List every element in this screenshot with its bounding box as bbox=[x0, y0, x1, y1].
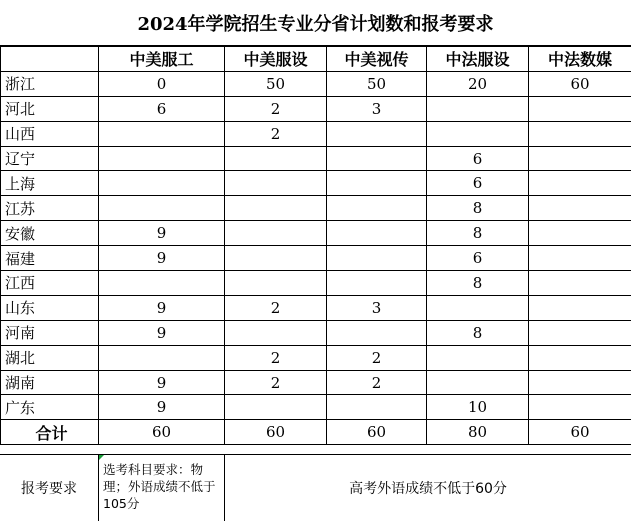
quota-cell bbox=[327, 271, 427, 296]
total-cell: 80 bbox=[427, 420, 529, 445]
quota-cell: 9 bbox=[99, 320, 225, 345]
quota-cell bbox=[225, 246, 327, 271]
quota-cell: 50 bbox=[327, 71, 427, 96]
total-cell: 60 bbox=[225, 420, 327, 445]
province-cell: 江苏 bbox=[1, 196, 99, 221]
quota-cell: 2 bbox=[225, 295, 327, 320]
requirements-cell-1 bbox=[99, 455, 225, 521]
header-major: 中法数媒 bbox=[529, 47, 631, 72]
quota-cell bbox=[99, 121, 225, 146]
quota-cell bbox=[225, 196, 327, 221]
requirements-cell-2: 高考外语成绩不低于60分 bbox=[225, 455, 631, 521]
quota-cell: 2 bbox=[225, 121, 327, 146]
province-cell: 江西 bbox=[1, 271, 99, 296]
province-cell: 安徽 bbox=[1, 221, 99, 246]
quota-cell bbox=[529, 146, 631, 171]
header-row bbox=[1, 47, 631, 72]
quota-cell: 0 bbox=[99, 71, 225, 96]
table-row bbox=[1, 345, 631, 370]
quota-cell: 3 bbox=[327, 96, 427, 121]
total-cell: 60 bbox=[327, 420, 427, 445]
header-major: 中美服设 bbox=[225, 47, 327, 72]
quota-cell bbox=[529, 370, 631, 395]
quota-cell: 9 bbox=[99, 295, 225, 320]
quota-cell: 10 bbox=[427, 395, 529, 420]
quota-cell: 6 bbox=[427, 146, 529, 171]
total-cell: 60 bbox=[529, 420, 631, 445]
quota-cell: 2 bbox=[327, 345, 427, 370]
quota-cell bbox=[99, 146, 225, 171]
quota-cell bbox=[427, 96, 529, 121]
header-major: 中美服工 bbox=[99, 47, 225, 72]
table-row bbox=[1, 295, 631, 320]
plan-table bbox=[0, 46, 631, 445]
quota-cell bbox=[99, 271, 225, 296]
province-cell: 河南 bbox=[1, 320, 99, 345]
requirements-text-1: 选考科目要求：物理；外语成绩不低于105分 bbox=[103, 462, 216, 511]
quota-cell bbox=[529, 295, 631, 320]
quota-cell bbox=[327, 221, 427, 246]
quota-cell bbox=[327, 196, 427, 221]
province-cell: 广东 bbox=[1, 395, 99, 420]
quota-cell: 6 bbox=[99, 96, 225, 121]
quota-cell: 6 bbox=[427, 171, 529, 196]
quota-cell bbox=[99, 345, 225, 370]
quota-cell bbox=[327, 146, 427, 171]
quota-cell: 2 bbox=[327, 370, 427, 395]
quota-cell bbox=[529, 96, 631, 121]
table-row bbox=[1, 395, 631, 420]
sheet-title: 2024年学院招生专业分省计划数和报考要求 bbox=[0, 0, 631, 46]
quota-cell: 2 bbox=[225, 96, 327, 121]
quota-cell bbox=[427, 370, 529, 395]
quota-cell: 20 bbox=[427, 71, 529, 96]
quota-cell bbox=[225, 395, 327, 420]
table-row bbox=[1, 121, 631, 146]
header-major: 中美视传 bbox=[327, 47, 427, 72]
quota-cell: 8 bbox=[427, 221, 529, 246]
quota-cell bbox=[225, 171, 327, 196]
quota-cell bbox=[529, 171, 631, 196]
quota-cell: 3 bbox=[327, 295, 427, 320]
table-row bbox=[1, 171, 631, 196]
province-cell: 福建 bbox=[1, 246, 99, 271]
quota-cell: 9 bbox=[99, 395, 225, 420]
total-cell: 60 bbox=[99, 420, 225, 445]
table-row bbox=[1, 246, 631, 271]
quota-cell bbox=[327, 395, 427, 420]
quota-cell bbox=[327, 171, 427, 196]
quota-cell bbox=[327, 246, 427, 271]
province-cell: 浙江 bbox=[1, 71, 99, 96]
requirements-row bbox=[0, 454, 631, 521]
quota-cell: 2 bbox=[225, 370, 327, 395]
province-cell: 山东 bbox=[1, 295, 99, 320]
province-cell: 湖南 bbox=[1, 370, 99, 395]
total-label: 合计 bbox=[1, 420, 99, 445]
header-major: 中法服设 bbox=[427, 47, 529, 72]
requirements-label: 报考要求 bbox=[0, 455, 99, 521]
table-row bbox=[1, 196, 631, 221]
comment-marker-icon bbox=[99, 455, 104, 460]
quota-cell: 8 bbox=[427, 196, 529, 221]
quota-cell bbox=[529, 221, 631, 246]
province-cell: 湖北 bbox=[1, 345, 99, 370]
quota-cell bbox=[99, 171, 225, 196]
quota-cell: 9 bbox=[99, 246, 225, 271]
quota-cell: 8 bbox=[427, 271, 529, 296]
quota-cell bbox=[529, 345, 631, 370]
table-row bbox=[1, 271, 631, 296]
table-row bbox=[1, 96, 631, 121]
total-row bbox=[1, 420, 631, 445]
quota-cell bbox=[529, 196, 631, 221]
quota-cell bbox=[225, 221, 327, 246]
header-corner bbox=[1, 47, 99, 72]
quota-cell bbox=[225, 146, 327, 171]
quota-cell bbox=[99, 196, 225, 221]
province-cell: 山西 bbox=[1, 121, 99, 146]
quota-cell bbox=[529, 246, 631, 271]
quota-cell bbox=[327, 320, 427, 345]
quota-cell: 50 bbox=[225, 71, 327, 96]
quota-cell bbox=[427, 295, 529, 320]
quota-cell: 9 bbox=[99, 221, 225, 246]
quota-cell bbox=[225, 271, 327, 296]
province-cell: 上海 bbox=[1, 171, 99, 196]
quota-cell: 60 bbox=[529, 71, 631, 96]
quota-cell bbox=[529, 320, 631, 345]
quota-cell bbox=[529, 395, 631, 420]
quota-cell: 6 bbox=[427, 246, 529, 271]
table-row bbox=[1, 146, 631, 171]
quota-cell: 2 bbox=[225, 345, 327, 370]
quota-cell bbox=[529, 271, 631, 296]
quota-cell: 9 bbox=[99, 370, 225, 395]
table-row bbox=[1, 320, 631, 345]
quota-cell bbox=[225, 320, 327, 345]
province-cell: 辽宁 bbox=[1, 146, 99, 171]
quota-cell bbox=[427, 345, 529, 370]
quota-cell: 8 bbox=[427, 320, 529, 345]
quota-cell bbox=[427, 121, 529, 146]
table-row bbox=[1, 71, 631, 96]
table-row bbox=[1, 370, 631, 395]
quota-cell bbox=[327, 121, 427, 146]
table-row bbox=[1, 221, 631, 246]
quota-cell bbox=[529, 121, 631, 146]
province-cell: 河北 bbox=[1, 96, 99, 121]
